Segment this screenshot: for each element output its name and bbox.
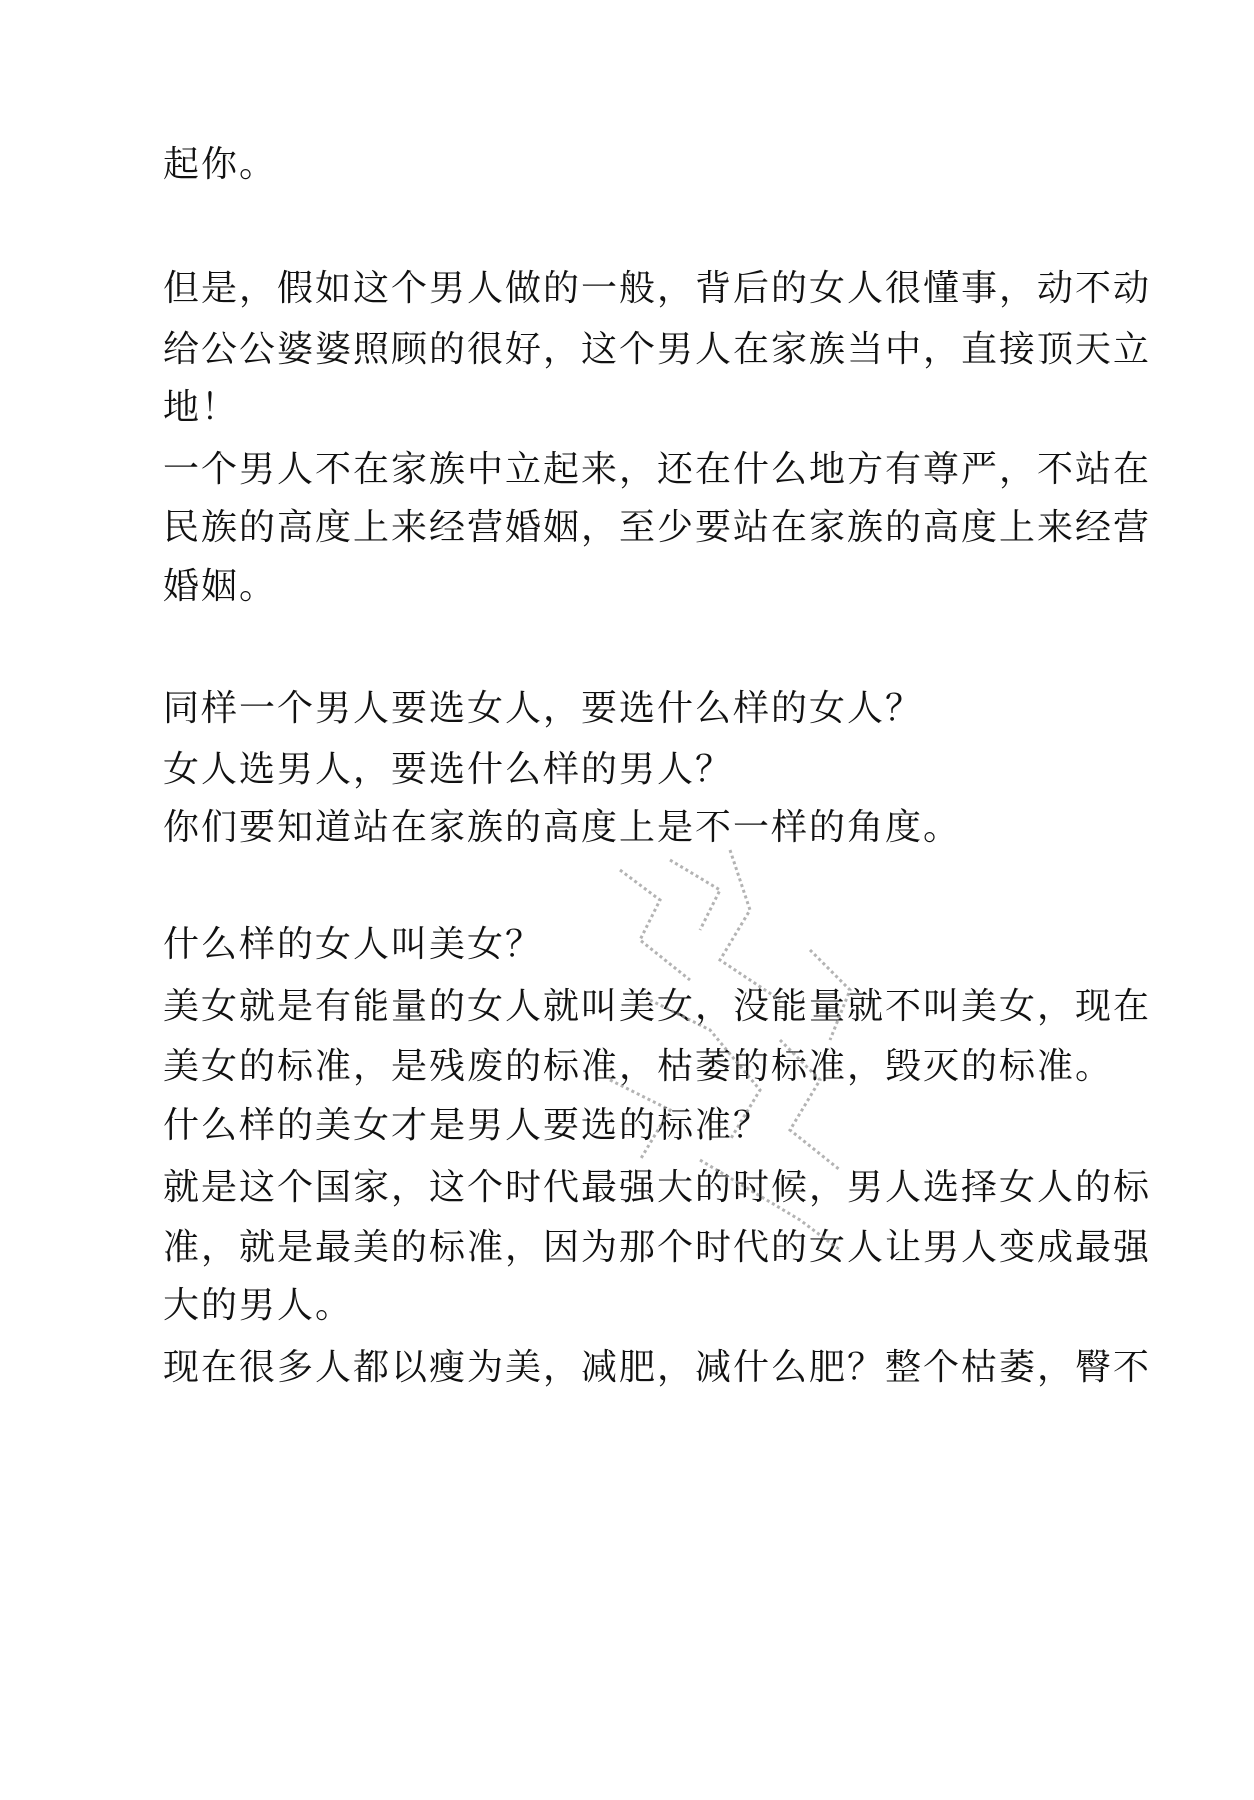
text-line: 地！ [163, 387, 240, 428]
text-line: 给公公婆婆照顾的很好，这个男人在家族当中，直接顶天立 [163, 329, 1152, 370]
text-line: 民族的高度上来经营婚姻，至少要站在家族的高度上来经营 [163, 507, 1152, 548]
text-line: 什么样的女人叫美女？ [163, 924, 544, 965]
text-line: 女人选男人，要选什么样的男人？ [163, 749, 734, 790]
text-line: 什么样的美女才是男人要选的标准？ [163, 1105, 772, 1146]
text-line: 同样一个男人要选女人，要选什么样的女人？ [163, 688, 924, 729]
text-line: 现在很多人都以瘦为美，减肥，减什么肥？整个枯萎，臀不 [163, 1347, 1152, 1388]
text-line: 你们要知道站在家族的高度上是不一样的角度。 [163, 807, 962, 848]
text-line: 大的男人。 [163, 1285, 354, 1326]
text-line: 美女的标准，是残废的标准，枯萎的标准，毁灭的标准。 [163, 1046, 1114, 1087]
text-line: 婚姻。 [163, 566, 278, 607]
text-line: 就是这个国家，这个时代最强大的时候，男人选择女人的标 [163, 1167, 1152, 1208]
text-line: 美女就是有能量的女人就叫美女，没能量就不叫美女，现在 [163, 986, 1152, 1027]
text-line: 起你。 [163, 144, 278, 185]
text-line: 准，就是最美的标准，因为那个时代的女人让男人变成最强 [163, 1227, 1152, 1268]
text-line: 但是，假如这个男人做的一般，背后的女人很懂事，动不动 [163, 268, 1152, 309]
text-line: 一个男人不在家族中立起来，还在什么地方有尊严，不站在 [163, 449, 1152, 490]
